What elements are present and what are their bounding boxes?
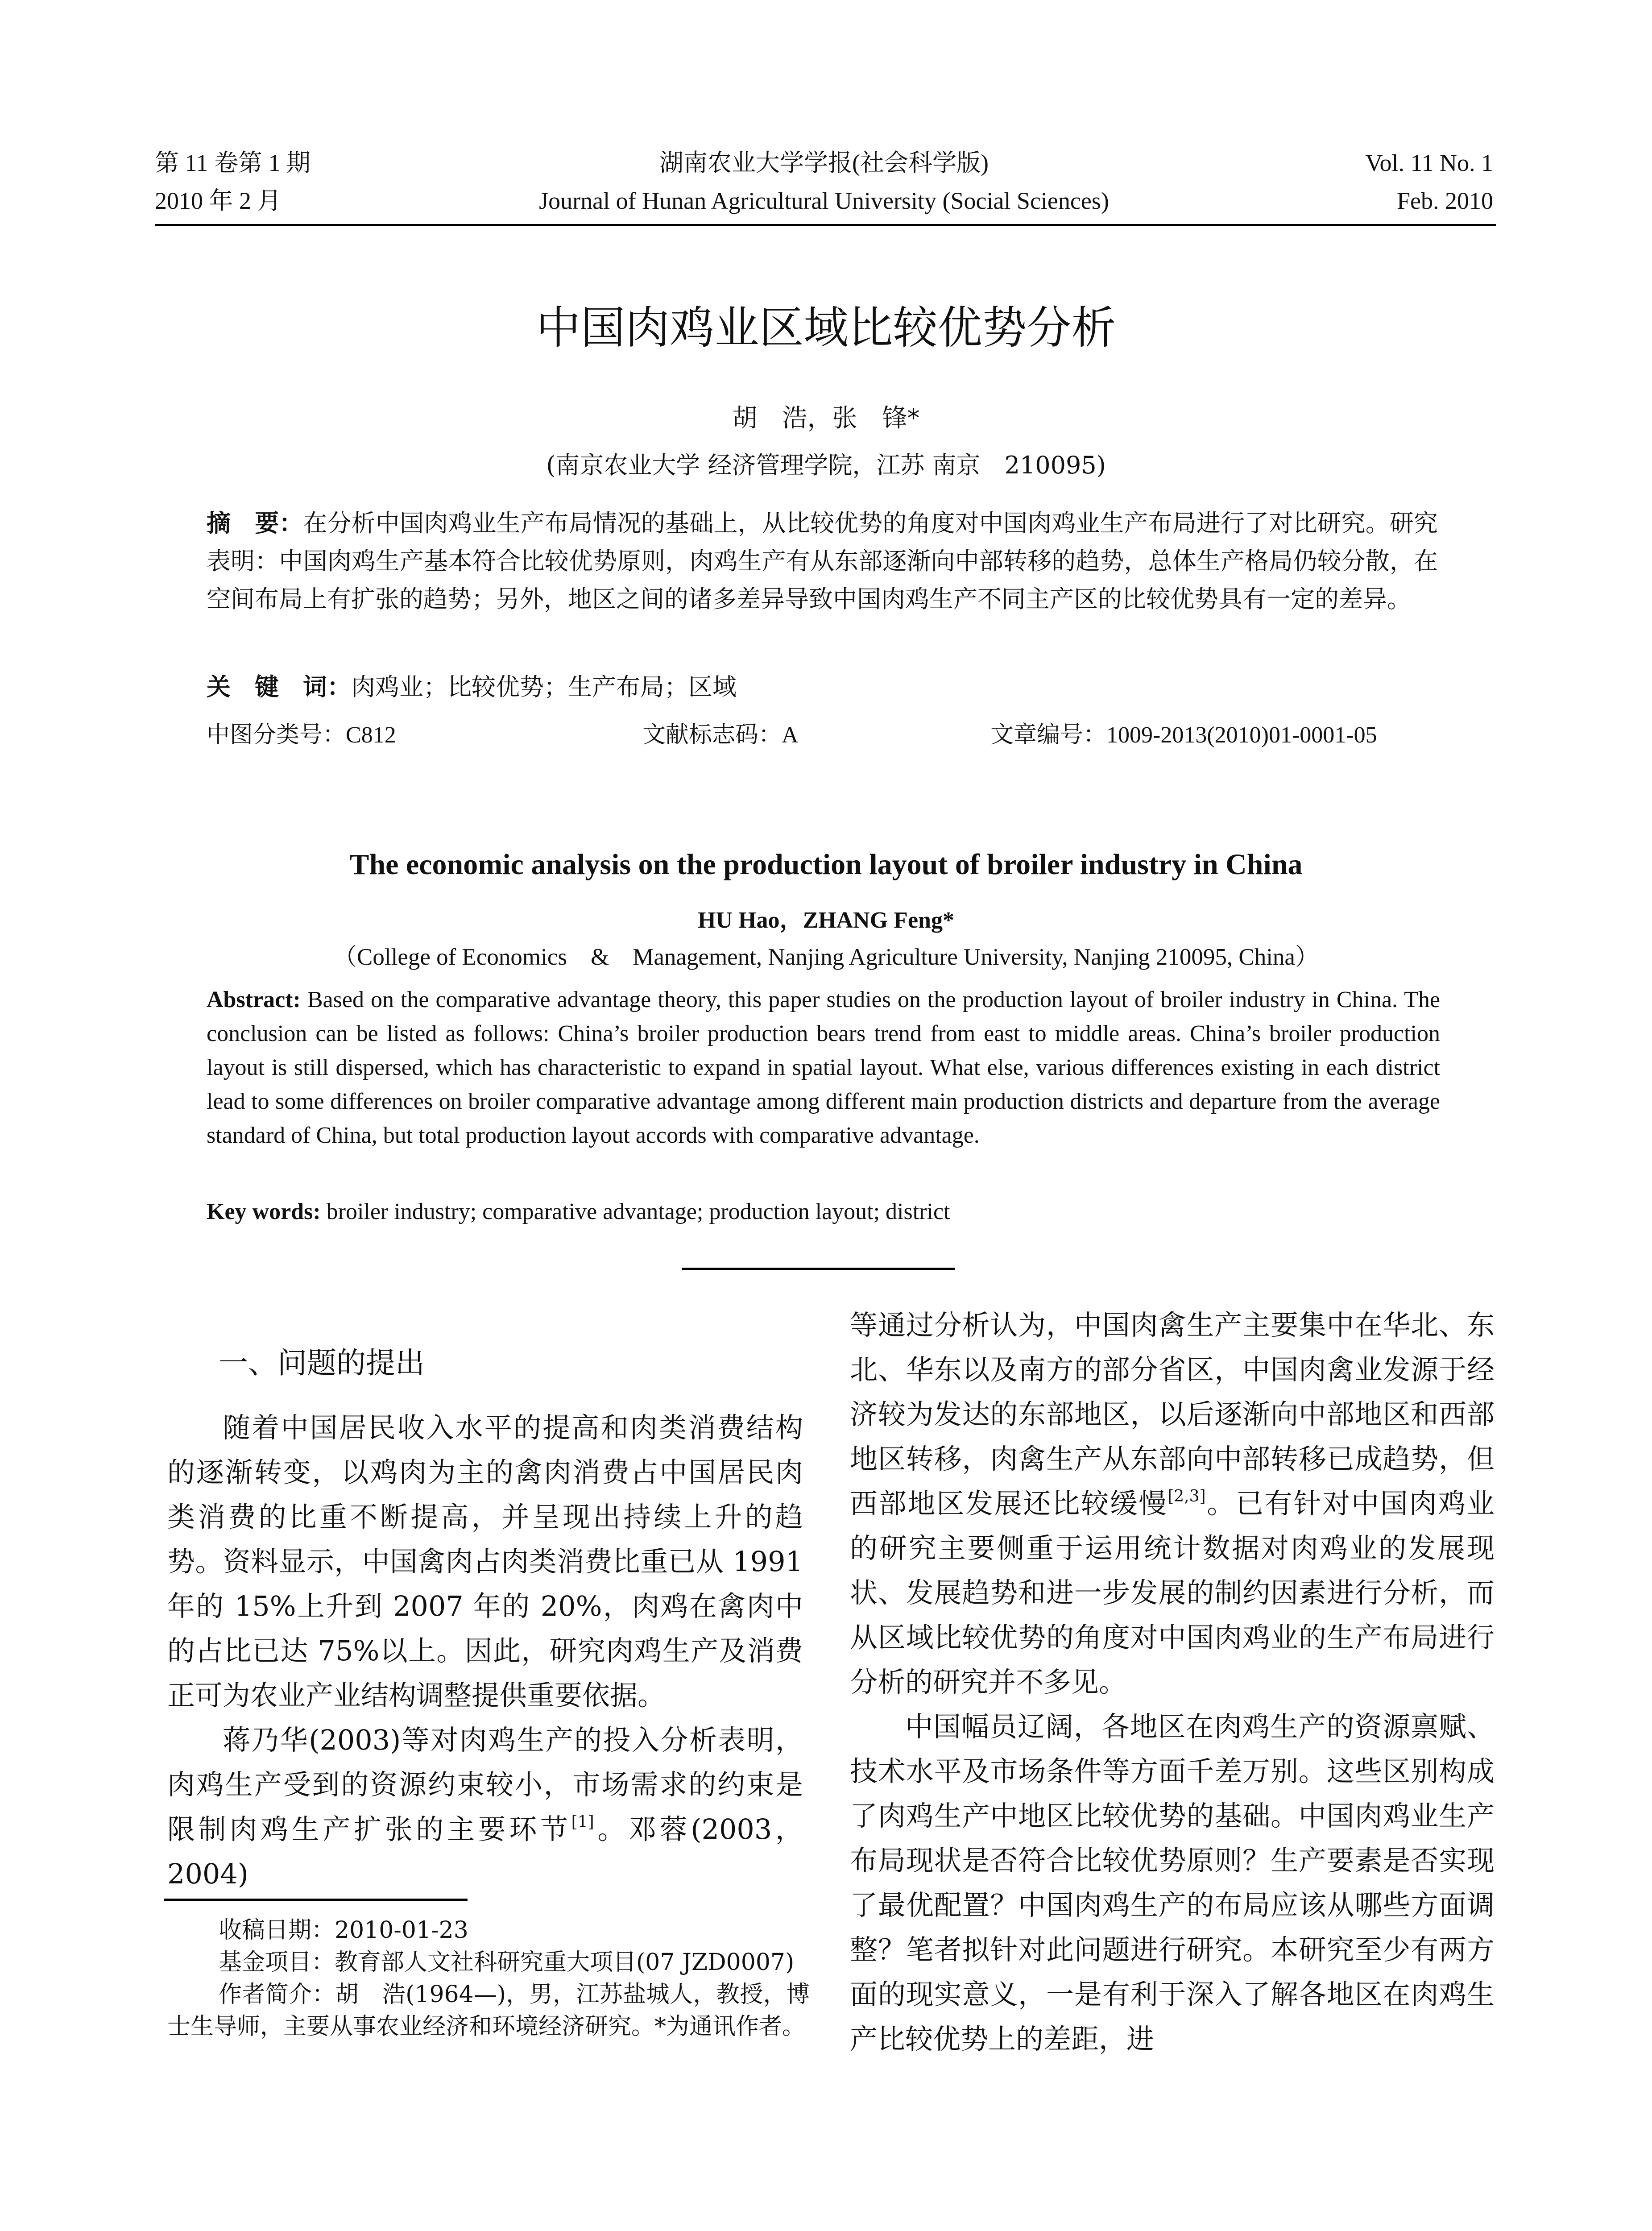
keywords-cn bbox=[207, 672, 737, 703]
clc-number bbox=[207, 719, 396, 751]
citation-ref: [2,3] bbox=[1168, 1487, 1206, 1505]
footnote-rule bbox=[164, 1899, 468, 1901]
keywords-en-label: Key words: bbox=[207, 1199, 321, 1224]
english-authors: HU Hao，ZHANG Feng* bbox=[698, 908, 954, 933]
doc-code-label: 文献标志码： bbox=[642, 722, 782, 748]
doc-code-value: A bbox=[782, 722, 799, 748]
footnote-author: 作者简介：胡 浩(1964—)，男，江苏盐城人，教授，博士生导师，主要从事农业经济和环境经济研究。*为通讯作者。 bbox=[167, 1981, 810, 2040]
header-date-cn: 2010 年 2 月 bbox=[155, 187, 282, 214]
header-journal-en: Journal of Hunan Agricultural University (Social Sciences) bbox=[539, 187, 1109, 214]
keywords-en bbox=[207, 1195, 1440, 1229]
abstract-en-label: Abstract: bbox=[207, 987, 301, 1012]
abstract-separator bbox=[682, 1268, 955, 1270]
section-heading: 一、问题的提出 bbox=[219, 1346, 425, 1380]
english-title: The economic analysis on the production layout of broiler industry in China bbox=[349, 848, 1303, 881]
clc-value: C812 bbox=[346, 722, 396, 748]
article-number bbox=[990, 719, 1377, 751]
header-journal-cn: 湖南农业大学学报(社会科学版) bbox=[659, 149, 989, 176]
keywords-en-text: broiler industry; comparative advantage; production layout; district bbox=[326, 1199, 950, 1224]
body-column-right bbox=[850, 1303, 1495, 2061]
abstract-en-text: Based on the comparative advantage theory, this paper studies on the production layout of broiler industry in China. The conclusion can be listed as follows: China’s broiler production bears trend from east to middle areas. China’s broiler production layout is still dispersed, which has characteristic to expand in spatial layout. What else, various differences existing in each district lead to some differences on broiler comparative advantage among different main production districts and departure from the average standard of China, but total production layout accords with comparative advantage. bbox=[207, 987, 1440, 1148]
citation-ref: [1] bbox=[571, 1813, 594, 1831]
article-authors: 胡 浩，张 锋* bbox=[732, 404, 920, 433]
article-affiliation: (南京农业大学 经济管理学院，江苏 南京 210095) bbox=[546, 451, 1106, 479]
body-paragraph: 蒋乃华(2003)等对肉鸡生产的投入分析表明，肉鸡生产受到的资源约束较小，市场需求的约束是限制肉鸡生产扩张的主要环节[1]。邓蓉(2003，2004) bbox=[167, 1724, 803, 1890]
article-number-label: 文章编号： bbox=[990, 722, 1107, 748]
body-paragraph: 中国幅员辽阔，各地区在肉鸡生产的资源禀赋、技术水平及市场条件等方面千差万别。这些区别构成了肉鸡生产中地区比较优势的基础。中国肉鸡业生产布局现状是否符合比较优势原则？生产要素是否实现了最优配置？中国肉鸡生产的布局应该从哪些方面调整？笔者拟针对此问题进行研究。本研究至少有两方面的现实意义，一是有利于深入了解各地区在肉鸡生产比较优势上的差距，进 bbox=[850, 1710, 1495, 2055]
article-number-value: 1009-2013(2010)01-0001-05 bbox=[1106, 722, 1377, 748]
footnotes bbox=[167, 1914, 810, 2043]
keywords-cn-text: 肉鸡业；比较优势；生产布局；区域 bbox=[351, 673, 737, 701]
abstract-cn-label: 摘 要： bbox=[207, 509, 303, 537]
body-paragraph: 等通过分析认为，中国肉禽生产主要集中在华北、东北、华东以及南方的部分省区，中国肉禽业发源于经济较为发达的东部地区，以后逐渐向中部地区和西部地区转移，肉禽生产从东部向中部转移已成趋势，但西部地区发展还比较缓慢[2,3]。已有针对中国肉鸡业的研究主要侧重于运用统计数据对肉鸡业的发展现状、发展趋势和进一步发展的制约因素进行分析，而从区域比较优势的角度对中国肉鸡业的生产布局进行分析的研究并不多见。 bbox=[850, 1309, 1495, 1698]
abstract-cn bbox=[207, 504, 1438, 618]
header-rule bbox=[155, 224, 1496, 226]
header-volume-en: Vol. 11 No. 1 bbox=[1365, 149, 1493, 176]
footnote-received: 收稿日期：2010-01-23 bbox=[219, 1917, 468, 1944]
body-paragraph: 随着中国居民收入水平的提高和肉类消费结构的逐渐转变，以鸡肉为主的禽肉消费占中国居民肉类消费的比重不断提高，并呈现出持续上升的趋势。资料显示，中国禽肉占肉类消费比重已从 1991 年的 15%上升到 2007 年的 20%，肉鸡在禽肉中的占比已达 75%以上。因此，研究肉鸡生产及消费正可为农业产业结构调整提供重要依据。 bbox=[167, 1411, 803, 1712]
article-title: 中国肉鸡业区域比较优势分析 bbox=[536, 302, 1116, 354]
document-code bbox=[642, 719, 799, 751]
header-date-en: Feb. 2010 bbox=[1397, 187, 1493, 214]
abstract-cn-text: 在分析中国肉鸡业生产布局情况的基础上，从比较优势的角度对中国肉鸡业生产布局进行了对比研究。研究表明：中国肉鸡生产基本符合比较优势原则，肉鸡生产有从东部逐渐向中部转移的趋势，总体生产格局仍较分散，在空间布局上有扩张的趋势；另外，地区之间的诸多差异导致中国肉鸡生产不同主产区的比较优势具有一定的差异。 bbox=[207, 509, 1438, 613]
english-affiliation: （College of Economics & Management, Nanjing Agriculture University, Nanjing 210095, China） bbox=[333, 944, 1319, 970]
keywords-cn-label: 关 键 词： bbox=[207, 673, 351, 701]
abstract-en bbox=[207, 983, 1440, 1153]
body-column-left bbox=[167, 1406, 803, 1896]
footnote-fund: 基金项目：教育部人文社科研究重大项目(07 JZD0007) bbox=[219, 1949, 795, 1976]
clc-label: 中图分类号： bbox=[207, 722, 346, 748]
header-volume: 第 11 卷第 1 期 bbox=[155, 149, 311, 176]
